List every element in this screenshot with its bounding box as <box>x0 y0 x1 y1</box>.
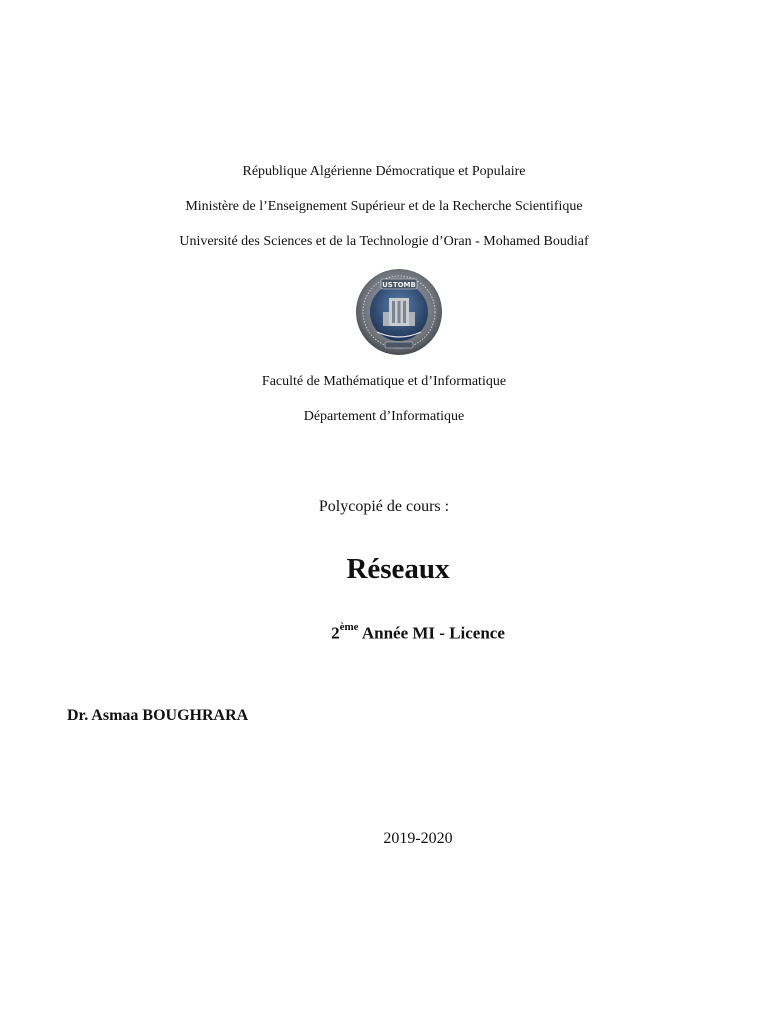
author-name: Dr. Asmaa BOUGHRARA <box>67 707 249 724</box>
level-number: 2 <box>331 623 340 643</box>
course-title: Réseaux <box>346 553 450 585</box>
level-suffix: ème <box>339 621 359 633</box>
department-line: Département d’Informatique <box>303 409 465 424</box>
university-seal-icon <box>355 268 443 356</box>
level-text: Année MI - Licence <box>358 623 505 643</box>
ministry-line: Ministère de l’Enseignement Supérieur et de la Recherche Scientifique <box>185 199 583 214</box>
academic-year: 2019-2020 <box>383 830 453 847</box>
course-label: Polycopié de cours : <box>318 498 450 515</box>
svg-text:USTOMB: USTOMB <box>382 281 416 289</box>
course-level <box>34 623 768 644</box>
faculty-line: Faculté de Mathématique et d’Informatique <box>261 374 507 389</box>
republic-line: République Algérienne Démocratique et Populaire <box>242 164 526 179</box>
university-line: Université des Sciences et de la Technologie d’Oran - Mohamed Boudiaf <box>179 234 589 249</box>
